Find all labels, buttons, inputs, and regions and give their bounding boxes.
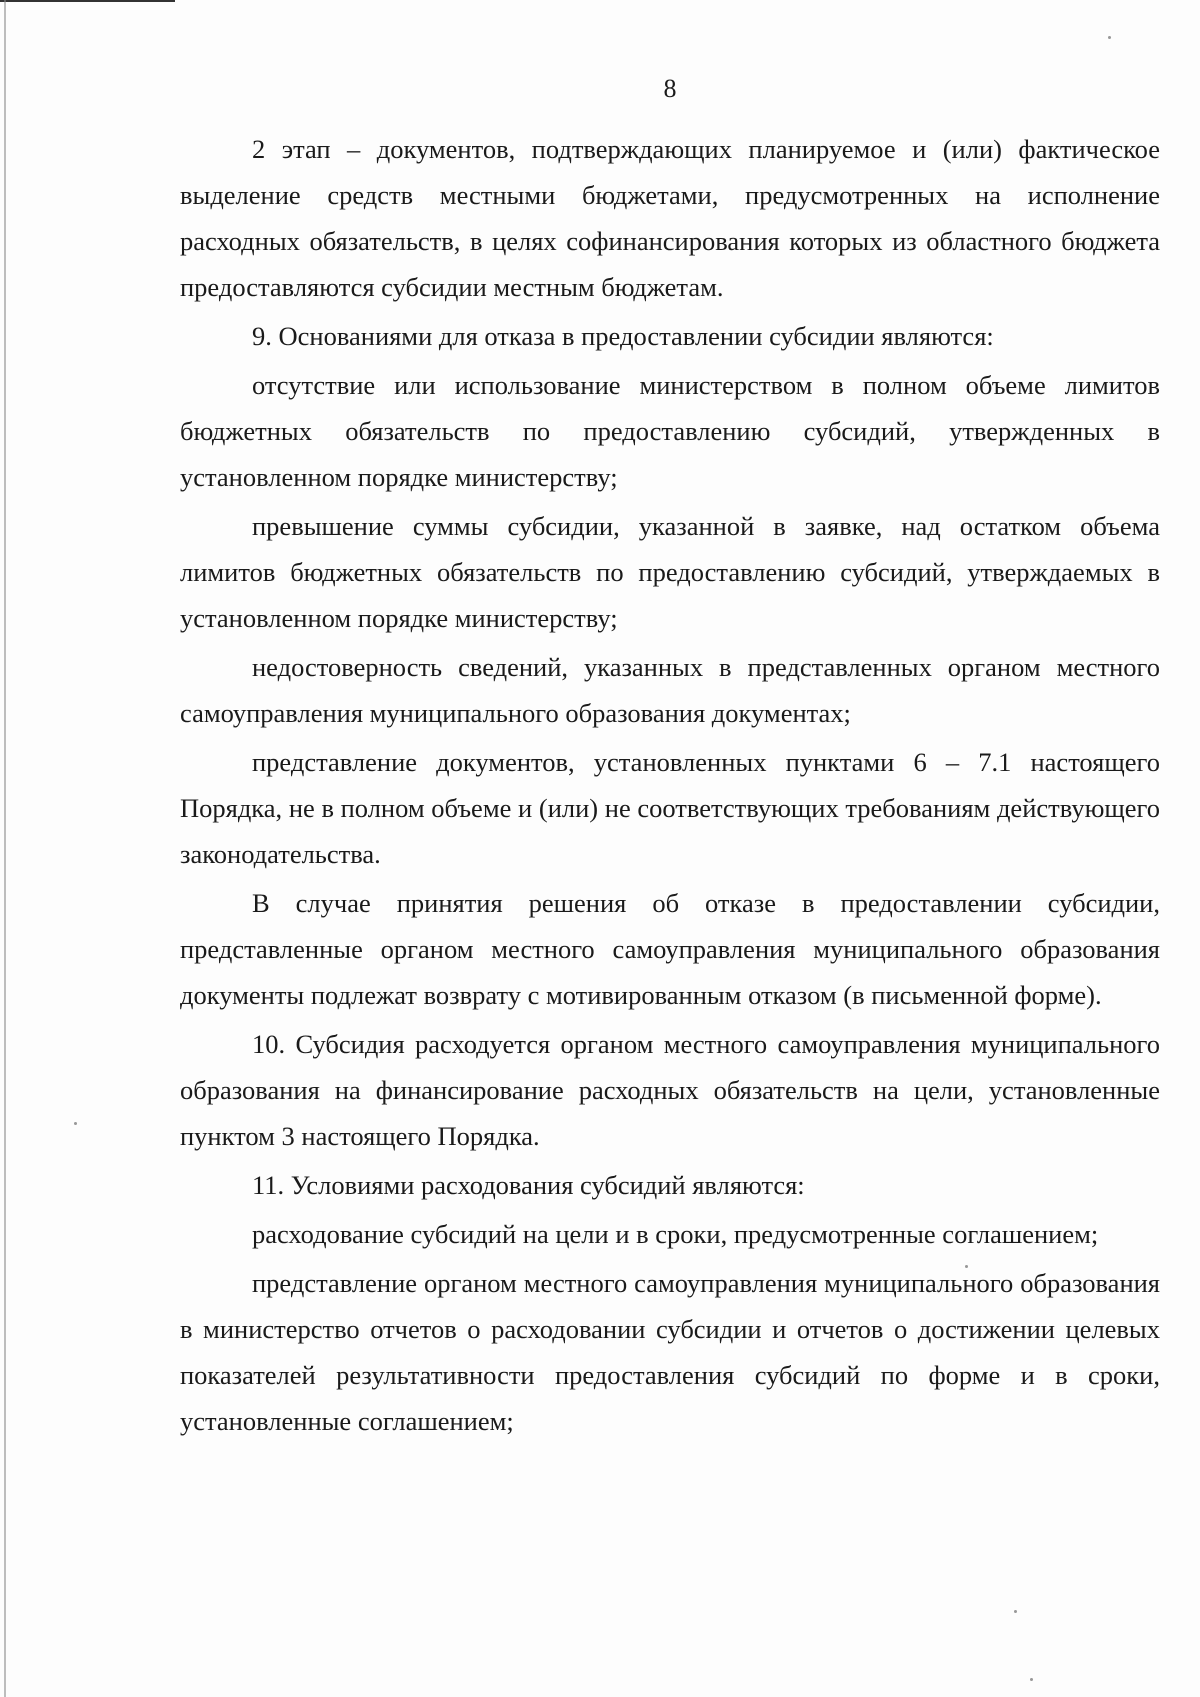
scan-speck bbox=[965, 1265, 968, 1268]
document-body bbox=[180, 126, 1160, 1447]
paragraph-refusal-inaccuracy: недостоверность сведений, указанных в представленных органом местного самоуправления муниципального образования документах; bbox=[180, 652, 1160, 728]
paragraph-refusal-excess: превышение суммы субсидии, указанной в заявке, над остатком объема лимитов бюджетных обязательств по предоставлению субсидий, утверждаемых в установленном порядке министерству; bbox=[180, 511, 1160, 633]
scan-edge-top bbox=[0, 0, 175, 2]
paragraph-condition-targets: расходование субсидий на цели и в сроки, предусмотренные соглашением; bbox=[252, 1219, 1099, 1249]
scan-speck bbox=[1108, 36, 1111, 39]
paragraph-refusal-return: В случае принятия решения об отказе в предоставлении субсидии, представленные органом местного самоуправления муниципального образования документы подлежат возврату с мотивированным отказом (в письменной форме). bbox=[180, 888, 1160, 1010]
paragraph-10: 10. Субсидия расходуется органом местного самоуправления муниципального образования на финансирование расходных обязательств на цели, установленные пунктом 3 настоящего Порядка. bbox=[180, 1029, 1160, 1151]
scan-speck bbox=[1014, 1610, 1017, 1613]
scan-speck bbox=[1030, 1678, 1033, 1681]
scan-speck bbox=[74, 1122, 77, 1125]
scan-edge-left bbox=[4, 0, 6, 1697]
page-number: 8 bbox=[663, 74, 677, 103]
paragraph-refusal-limits: отсутствие или использование министерством в полном объеме лимитов бюджетных обязательств по предоставлению субсидий, утвержденных в установленном порядке министерству; bbox=[180, 370, 1160, 492]
paragraph-11-heading: 11. Условиями расходования субсидий являются: bbox=[252, 1170, 805, 1200]
paragraph-stage-2: 2 этап – документов, подтверждающих планируемое и (или) фактическое выделение средств местными бюджетами, предусмотренных на исполнение расходных обязательств, в целях софинансирования которых из областного бюджета предоставляются субсидии местным бюджетам. bbox=[180, 134, 1160, 302]
paragraph-refusal-incomplete: представление документов, установленных пунктами 6 – 7.1 настоящего Порядка, не в полном объеме и (или) не соответствующих требованиям действующего законодательства. bbox=[180, 747, 1160, 869]
paragraph-condition-reports: представление органом местного самоуправления муниципального образования в министерство отчетов о расходовании субсидии и отчетов о достижении целевых показателей результативности предоставления субсидий по форме и в сроки, установленные соглашением; bbox=[180, 1268, 1160, 1436]
paragraph-9-heading: 9. Основаниями для отказа в предоставлении субсидии являются: bbox=[252, 321, 994, 351]
